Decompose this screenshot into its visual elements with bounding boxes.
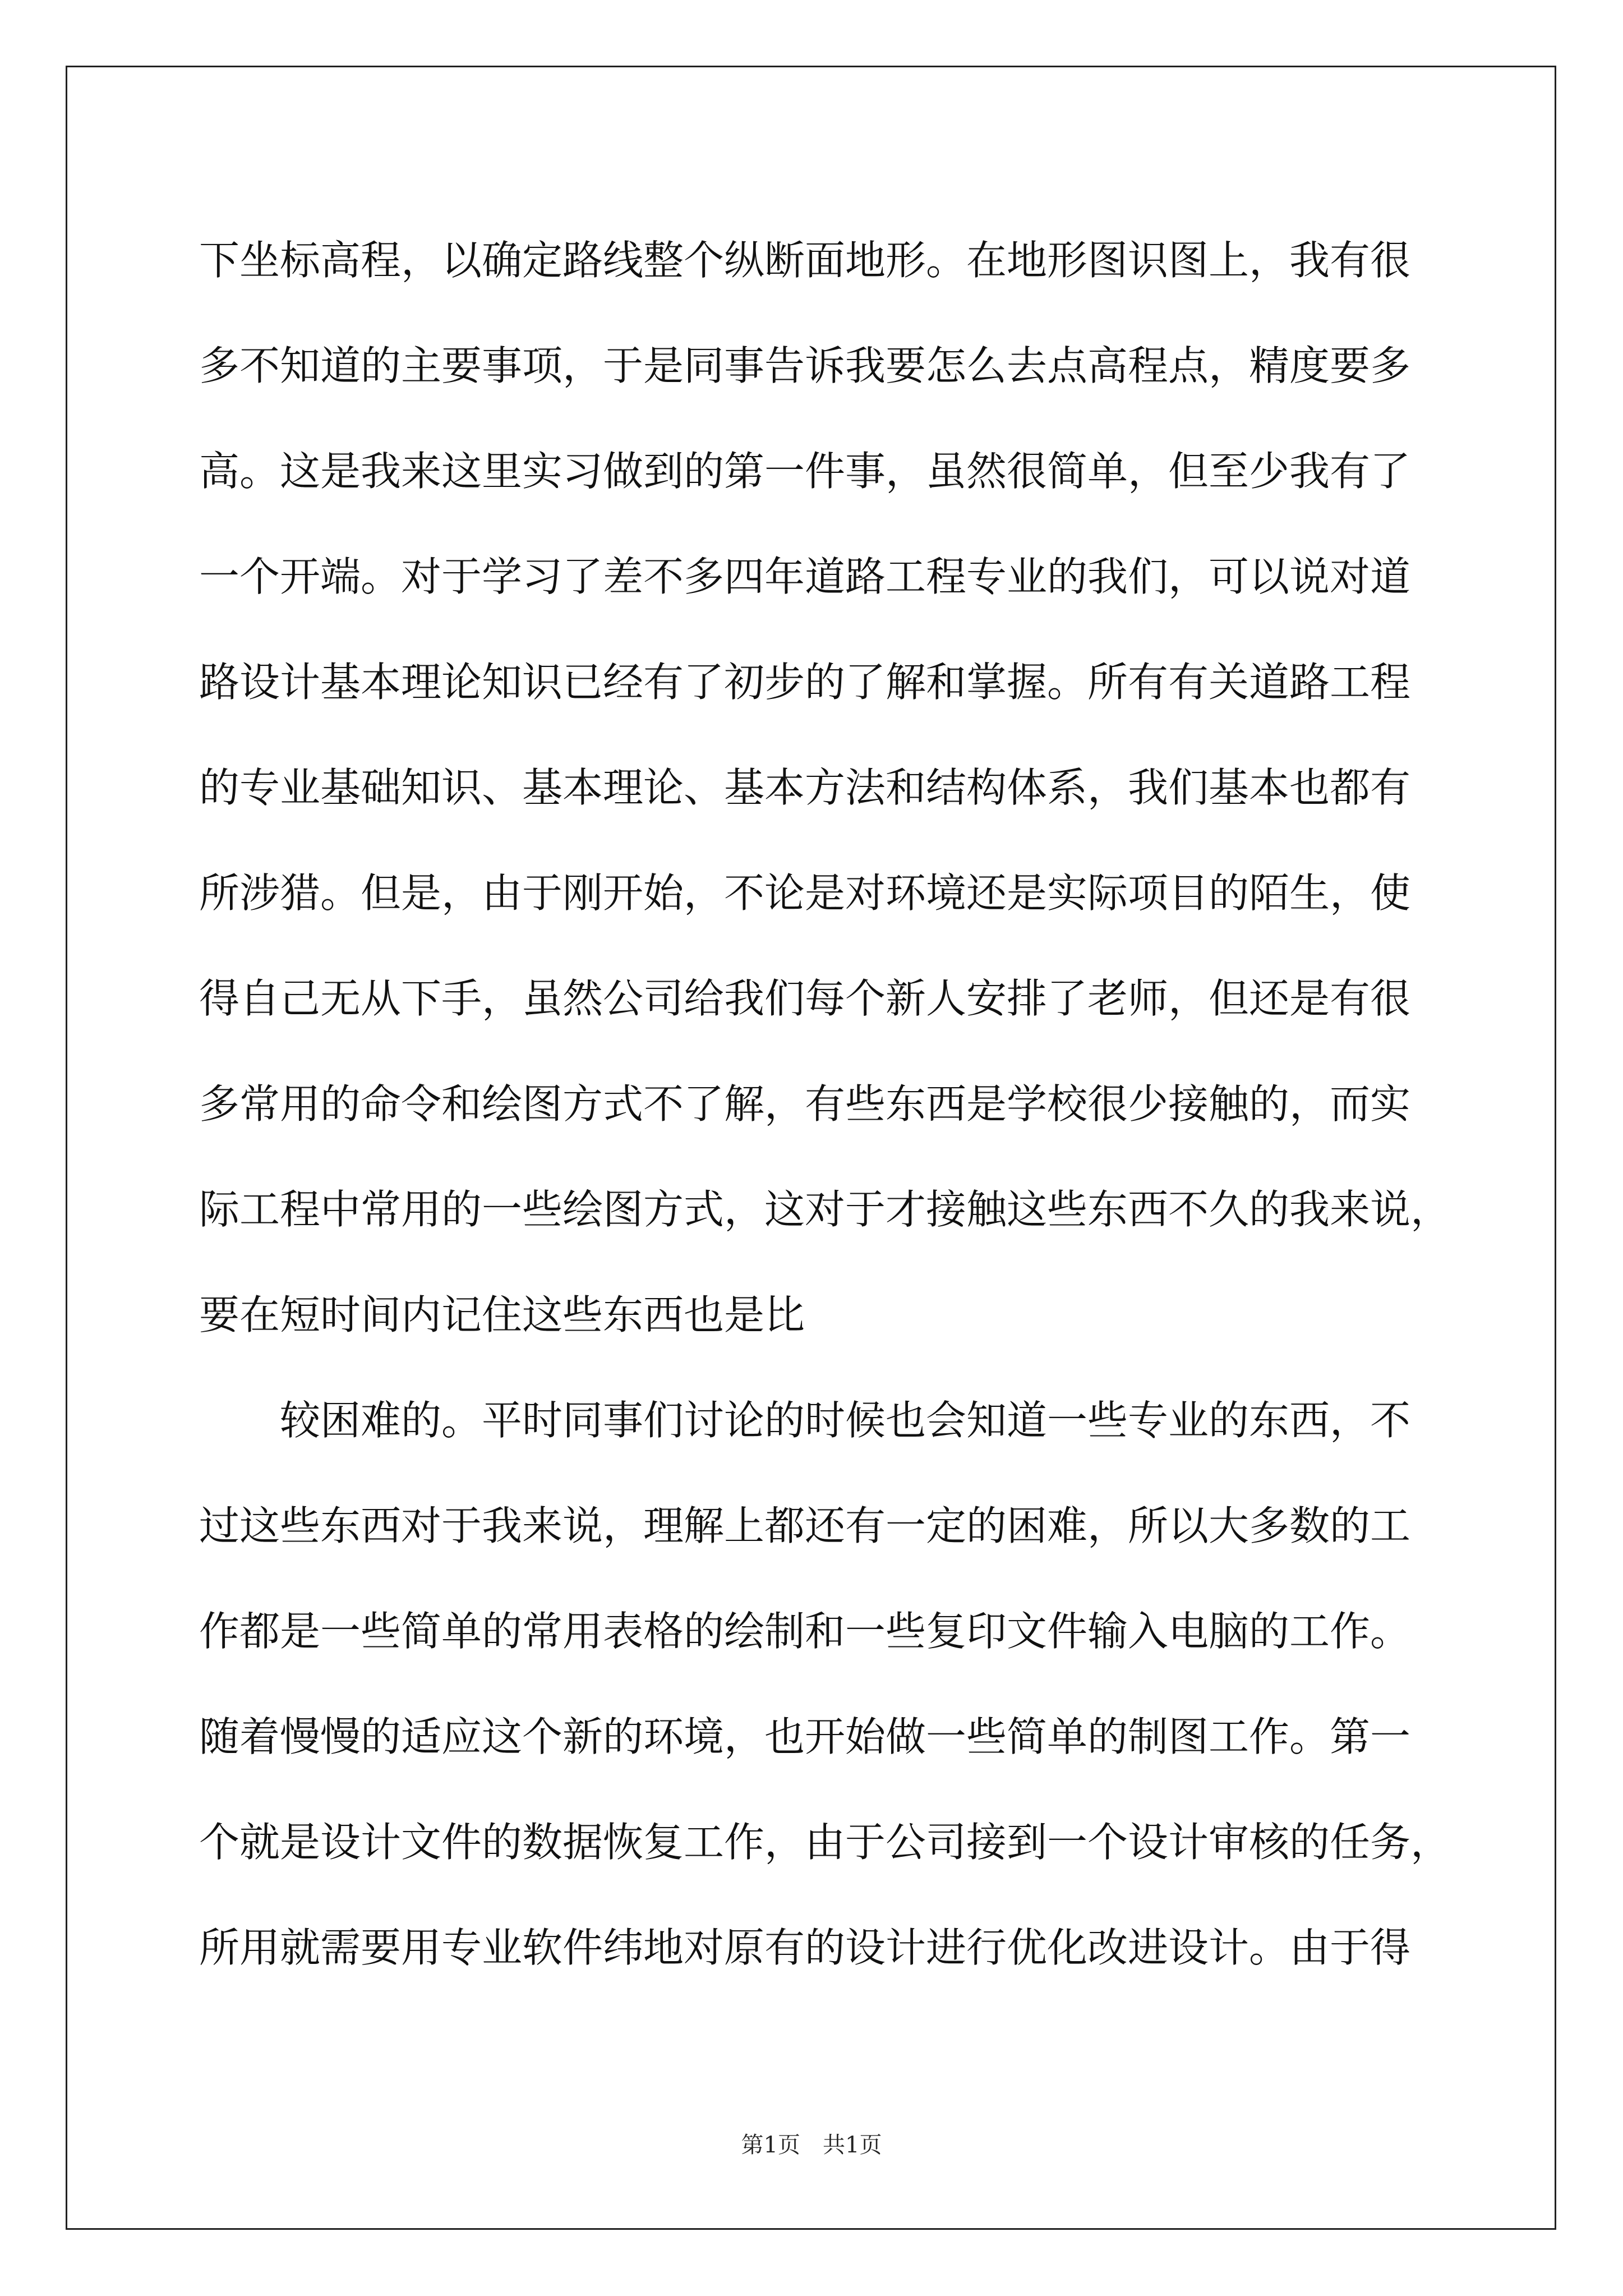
text-line: 较困难的。平时同事们讨论的时候也会知道一些专业的东西，不 [280, 1397, 1411, 1444]
text-line: 一个开端。对于学习了差不多四年道路工程专业的我们，可以说对道 [199, 553, 1411, 600]
text-line: 路设计基本理论知识已经有了初步的了解和掌握。所有有关道路工程 [199, 659, 1411, 706]
paragraph-2 [199, 1368, 1451, 2000]
text-line: 际工程中常用的一些绘图方式，这对于才接触这些东西不久的我来说， [199, 1186, 1451, 1233]
text-line: 所涉猎。但是，由于刚开始，不论是对环境还是实际项目的陌生，使 [199, 869, 1411, 917]
page-number-total: 共1页 [823, 2132, 882, 2158]
text-line: 过这些东西对于我来说，理解上都还有一定的困难，所以大多数的工 [199, 1502, 1411, 1549]
text-line: 多常用的命令和绘图方式不了解，有些东西是学校很少接触的，而实 [199, 1080, 1411, 1128]
text-line: 的专业基础知识、基本理论、基本方法和结构体系，我们基本也都有 [199, 764, 1411, 811]
page-number-current: 第1页 [741, 2132, 800, 2158]
text-line: 作都是一些简单的常用表格的绘制和一些复印文件输入电脑的工作。 [199, 1608, 1411, 1655]
text-line: 高。这是我来这里实习做到的第一件事，虽然很简单，但至少我有了 [199, 448, 1411, 495]
text-line: 个就是设计文件的数据恢复工作，由于公司接到一个设计审核的任务， [199, 1819, 1451, 1866]
text-line: 随着慢慢的适应这个新的环境，也开始做一些简单的制图工作。第一 [199, 1713, 1411, 1760]
document-body [199, 208, 1451, 2000]
text-line: 所用就需要用专业软件纬地对原有的设计进行优化改进设计。由于得 [199, 1924, 1411, 1971]
page-footer [0, 2128, 1623, 2162]
text-line: 要在短时间内记住这些东西也是比 [199, 1291, 805, 1338]
text-line: 得自己无从下手，虽然公司给我们每个新人安排了老师，但还是有很 [199, 975, 1411, 1022]
text-line: 多不知道的主要事项，于是同事告诉我要怎么去点高程点，精度要多 [199, 342, 1411, 389]
text-line: 下坐标高程，以确定路线整个纵断面地形。在地形图识图上，我有很 [199, 237, 1411, 284]
paragraph-1 [199, 208, 1451, 1368]
